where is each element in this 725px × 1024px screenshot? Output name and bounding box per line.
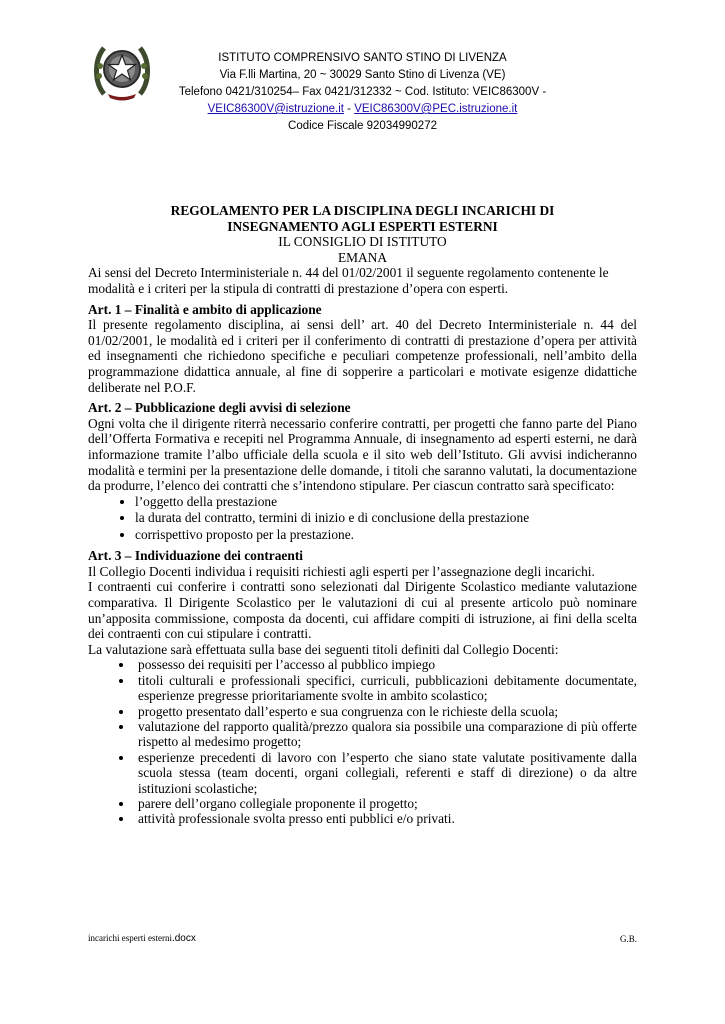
list-item: • titoli culturali e professionali specifici, curriculi, pubblicazioni debitamente documentate, esperienze pregresse prioritariamente svolte in ambito scolastico; xyxy=(134,673,637,704)
footer-extension: .docx xyxy=(171,933,196,944)
council-line: IL CONSIGLIO DI ISTITUTO xyxy=(278,234,447,250)
art3-p3: La valutazione sarà effettuata sulla base dei seguenti titoli definiti dal Collegio Docenti: xyxy=(88,641,559,657)
art3-list xyxy=(88,657,637,826)
email-line xyxy=(0,101,725,118)
footer-filename-text: incarichi esperti esterni xyxy=(88,933,172,943)
letterhead xyxy=(0,50,725,135)
list-item: • parere dell’organo collegiale proponente il progetto; xyxy=(134,796,637,811)
art3-heading: Art. 3 – Individuazione dei contraenti xyxy=(88,548,303,564)
art1-heading: Art. 1 – Finalità e ambito di applicazione xyxy=(88,301,322,317)
fiscal-code: Codice Fiscale 92034990272 xyxy=(288,120,437,132)
intro-paragraph: Ai sensi del Decreto Interministeriale n. 44 del 01/02/2001 il seguente regolamento contenente le modalità e i criteri per la stipula di contratti di prestazione d’opera con esperti. xyxy=(88,265,609,296)
art3-p2: I contraenti cui conferire i contratti sono selezionati dal Dirigente Scolastico mediante valutazione comparativa. Il Dirigente Scolastico per le valutazioni di cui al presente articolo può nominare un’apposita commissione, composta da docenti, cui affidare compiti di istruzione, ai fini della scelta dei contraenti con cui stipulare i contratti. xyxy=(88,579,637,642)
list-item: • la durata del contratto, termini di inizio e di conclusione della prestazione xyxy=(135,510,637,527)
school-address: Via F.lli Martina, 20 ~ 30029 Santo Stino di Livenza (VE) xyxy=(219,69,506,81)
list-item: • esperienze precedenti di lavoro con l’esperto che siano state valutate positivamente dalla scuola stessa (team docenti, organi collegiali, referenti e staff di direzione) o da altre istituzioni scolastiche; xyxy=(134,750,637,796)
email-separator: - xyxy=(343,103,355,115)
footer-filename xyxy=(88,933,196,944)
document-body xyxy=(88,203,637,827)
art3-p1: Il Collegio Docenti individua i requisiti richiesti agli esperti per l’assegnazione degli incarichi. xyxy=(88,563,595,579)
emana-line: EMANA xyxy=(337,249,388,265)
pec-link[interactable]: VEIC86300V@PEC.istruzione.it xyxy=(354,103,518,115)
list-item: • valutazione del rapporto qualità/prezzo qualora sia possibile una comparazione di più offerte rispetto al medesimo progetto; xyxy=(134,719,637,750)
school-contacts: Telefono 0421/310254– Fax 0421/312332 ~ Cod. Istituto: VEIC86300V - xyxy=(178,86,547,98)
art1-text: Il presente regolamento disciplina, ai sensi dell’ art. 40 del Decreto Interministeriale n. 44 del 01/02/2001, le modalità ed i criteri per il conferimento di contratti di prestazione d’opera per attività ed insegnamenti che richiedono specifiche e peculiari competenze professionali, nell’ambito della programmazione didattica annuale, al fine di sopperire a particolari e motivate esigenze didattiche deliberate nel P.O.F. xyxy=(88,317,637,395)
art2-text: Ogni volta che il dirigente riterrà necessario conferire contratti, per progetti che fanno parte del Piano dell’Offerta Formativa e recepiti nel Programma Annuale, di insegnamento ad esperti esterni, ne darà informazione tramite l’albo ufficiale della scuola e il sito web dell’Istituto. Gli avvisi indicheranno modalità e termini per la presentazione delle domande, i titoli che saranno valutati, la documentazione da produrre, l’elenco dei contratti che s’intendono stipulare. Per ciascun contratto sarà specificato: xyxy=(88,415,637,494)
school-name: ISTITUTO COMPRENSIVO SANTO STINO DI LIVENZA xyxy=(218,52,507,64)
art2-heading: Art. 2 – Pubblicazione degli avvisi di selezione xyxy=(88,400,351,416)
art2-list xyxy=(88,494,637,544)
email-link[interactable]: VEIC86300V@istruzione.it xyxy=(207,103,344,115)
doc-title-line2: INSEGNAMENTO AGLI ESPERTI ESTERNI xyxy=(227,218,498,234)
footer-initials: G.B. xyxy=(619,934,637,944)
doc-title-line1: REGOLAMENTO PER LA DISCIPLINA DEGLI INCARICHI DI xyxy=(170,203,555,218)
list-item: • progetto presentato dall’esperto e sua congruenza con le richieste della scuola; xyxy=(134,704,637,719)
list-item: • possesso dei requisiti per l’accesso al pubblico impiego xyxy=(134,657,637,672)
list-item: • corrispettivo proposto per la prestazione. xyxy=(135,527,637,544)
list-item: • l’oggetto della prestazione xyxy=(135,494,637,511)
list-item: • attività professionale svolta presso enti pubblici e/o privati. xyxy=(134,811,637,826)
